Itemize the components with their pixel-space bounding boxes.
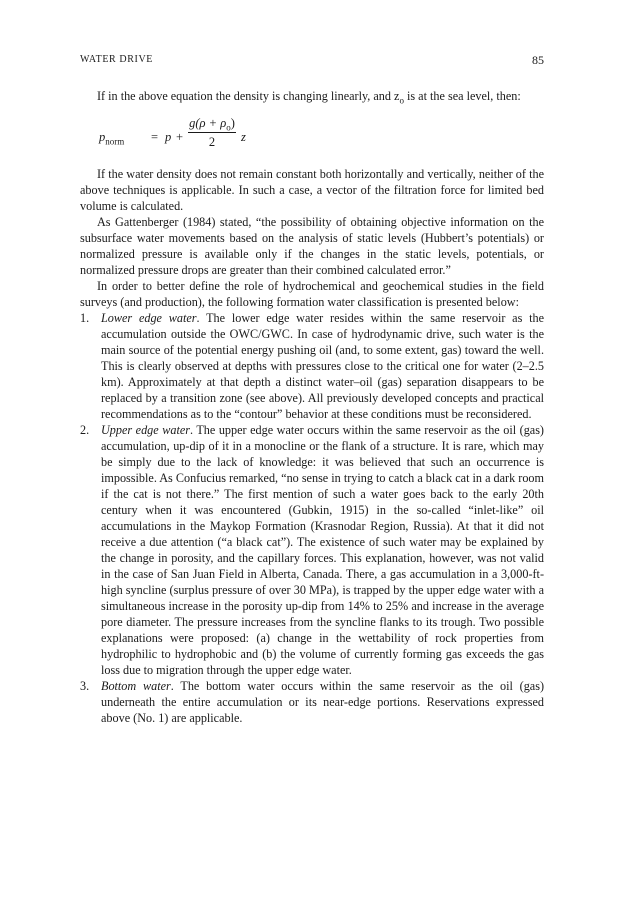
equation-equals: = [151, 130, 159, 145]
equation-plus: + [176, 130, 184, 145]
list-item-text: . The upper edge water occurs within the same reservoir as the oil (gas) accumulation, up-dip of it in a monocline or the flank of a structure. It is rare, which may be simply due to the lack of knowledge: it was believed that such an occurrence is impossible. As Confucius remarked, “no sense in trying to catch a black cat in a dark room if the cat is not there.” The first mention of such a water goes back to the early 20th century when it was encountered (Gubkin, 1915) in the so-called “inlet-like” oil accumulations in the Maykop Formation (Krasnodar Region, Russia). At that it did not receive a due attention (“a black cat”). The existence of such water may be explained by the change in porosity, and the capillary forces. This explanation, however, was not valid in the case of San Juan Field in Alberta, Canada. There, a gas accumulation in a 3,000-ft-high syncline (surplus pressure of over 30 MPa), is trapped by the upper edge water with a simultaneous increase in the porosity up-dip from 14% to 25% and increase in the average pore diameter. The pressure increases from the syncline flanks to its trough. Two possible explanations were proposed: (a) change in the wettability of rock properties from hydrophilic to hydrophobic and (b) the volume of currently forming gas exceeds the gas loss due to migration through the upper edge water. [101, 423, 544, 678]
list-number: 3. [80, 679, 90, 694]
intro-text: If in the above equation the density is changing linearly, and z [97, 89, 400, 103]
list-number: 1. [80, 311, 90, 326]
list-item-title: Bottom water [101, 679, 171, 694]
intro-text-end: is at the sea level, then: [403, 89, 521, 103]
intro-subscript: o [399, 95, 404, 106]
list-number: 2. [80, 423, 90, 438]
paragraph-1: If the water density does not remain constant both horizontally and vertically, neither of the above techniques is applicable. In such a case, a vector of the filtration force for limited bed volume is calculated. [80, 167, 544, 214]
running-head: WATER DRIVE [80, 54, 153, 65]
normalized-pressure-equation [80, 110, 544, 162]
list-item [80, 310, 544, 422]
list-item-title: Lower edge water [101, 311, 197, 326]
list-item-text: . The lower edge water resides within the same reservoir as the accumulation outside the OWC/GWC. In case of hydrodynamic drive, such water is the main source of the potential energy pushing oil (and, to some extent, gas) toward the well. This is clearly observed at depths with pressures close to the critical one for water (2–2.5 km). Approximately at that depth a distinct water–oil (gas) separation disappears to be replaced by a transition zone (see above). All previously developed concepts and practical recommendations as to the “contour” behavior at these conditions must be reconsidered. [101, 311, 545, 422]
equation-numerator: $g(\rho + \rho_o)$ [189, 116, 235, 133]
water-classification-list [80, 310, 544, 726]
page-header [80, 54, 544, 70]
paragraph-3: In order to better define the role of hydrochemical and geochemical studies in the field surveys (and production), the following formation water classification is presented below: [80, 279, 544, 310]
list-item-title: Upper edge water [101, 423, 190, 438]
equation-p: p [165, 130, 172, 145]
page-body [80, 88, 544, 726]
list-item [80, 678, 544, 726]
equation-denominator: 2 [208, 135, 216, 150]
equation-z: z [241, 130, 246, 145]
equation-fraction [188, 116, 236, 150]
paragraph-2: As Gattenberger (1984) stated, “the possibility of obtaining objective information on the subsurface water movements based on the analysis of static levels (Hubbert’s potentials) or normalized pressure is available only if the changes in the static levels, potentials, or normalized pressure drops are greater than their combined calculated error.” [80, 215, 544, 278]
intro-paragraph [80, 88, 544, 108]
page-number: 85 [532, 53, 544, 67]
equation-lhs: $p_{norm}$ [99, 130, 125, 147]
equation-lhs-subscript: norm [105, 136, 125, 147]
list-item [80, 422, 544, 678]
list-item-text: . The bottom water occurs within the same reservoir as the oil (gas) underneath the entire accumulation or its near-edge portions. Reservations expressed above (No. 1) are applicable. [101, 679, 545, 726]
